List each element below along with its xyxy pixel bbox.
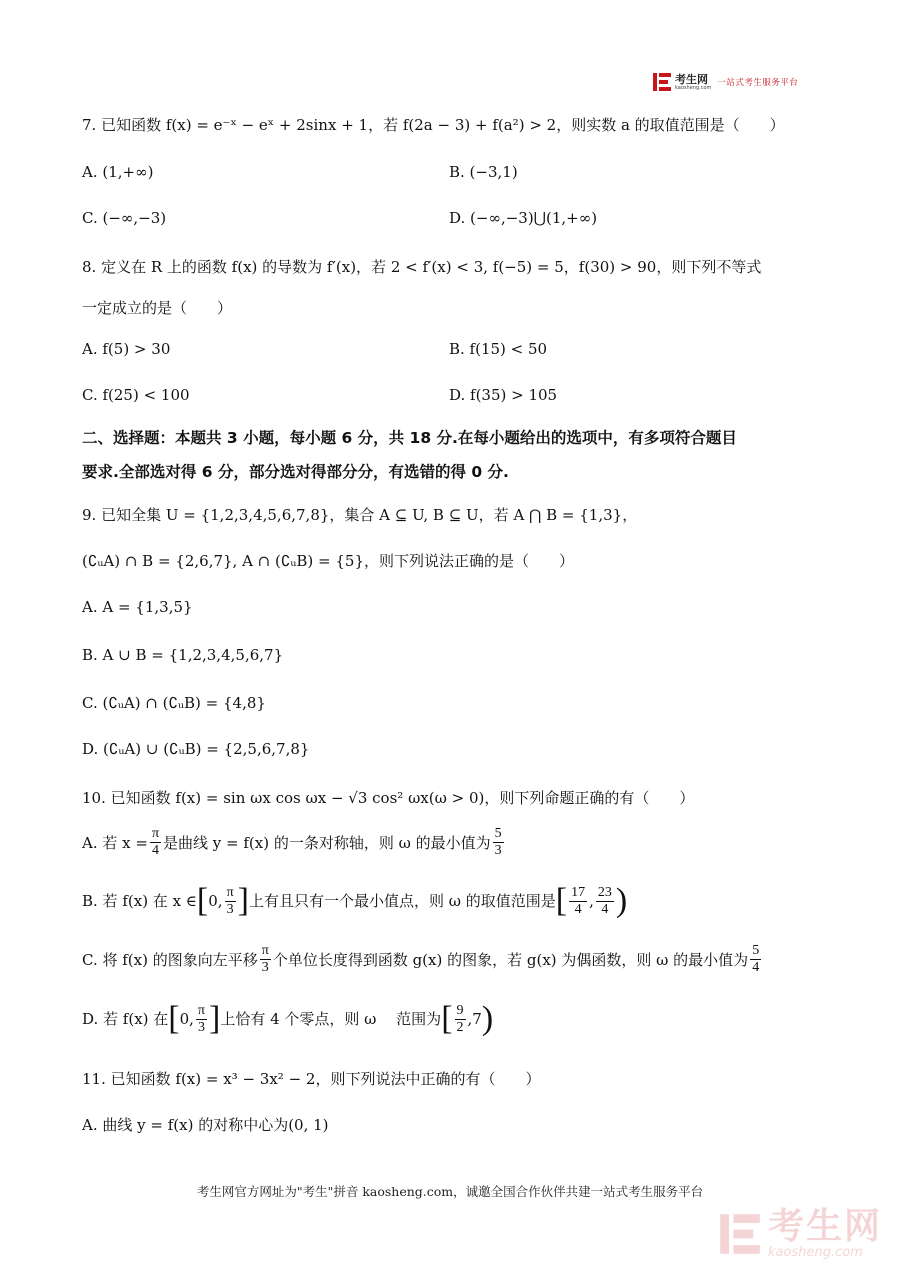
q10-c-middle: 个单位长度得到函数 g(x) 的图象，若 g(x) 为偶函数，则 ω 的最小值为	[272, 950, 749, 969]
q9-stem-line2: (∁ᵤA) ∩ B = {2,6,7}, A ∩ (∁ᵤB) = {5}，则下列说法正确的是（ ）	[82, 552, 575, 570]
q10-d-f2-num: 9	[456, 1002, 464, 1018]
q10-d-tail: ,7	[467, 1010, 482, 1028]
q7-option-a: A. (1,+∞)	[82, 163, 154, 181]
q10-b-f2-num: 17	[571, 884, 586, 900]
q10-c-f1-num: π	[261, 943, 269, 958]
q10-stem: 10. 已知函数 f(x) = sin ωx cos ωx − √3 cos² ωx(ω > 0)，则下列命题正确的有（ ）	[82, 789, 695, 807]
q8-stem-line2: 一定成立的是（ ）	[82, 299, 233, 317]
q8-option-a: A. f(5) > 30	[82, 340, 171, 358]
q9-option-c: C. (∁ᵤA) ∩ (∁ᵤB) = {4,8}	[82, 694, 266, 712]
q7-option-c: C. (−∞,−3)	[82, 209, 167, 227]
q10-a-fraction-1	[150, 826, 161, 859]
logo-icon	[652, 72, 672, 92]
q9-stem-line1: 9. 已知全集 U = {1,2,3,4,5,6,7,8}，集合 A ⊆ U, B ⊆ U，若 A ⋂ B = {1,3}，	[82, 506, 638, 524]
q7-stem: 7. 已知函数 f(x) = e⁻ˣ − eˣ + 2sinx + 1，若 f(2a − 3) + f(a²) > 2，则实数 a 的取值范围是（ ）	[82, 116, 785, 134]
q10-b-left-bracket-2: [	[555, 882, 568, 919]
q10-d-f1-num: π	[197, 1002, 205, 1018]
header-logo	[652, 72, 798, 92]
q10-a-middle: 是曲线 y = f(x) 的一条对称轴，则 ω 的最小值为	[163, 833, 491, 852]
q10-b-f1-num: π	[226, 884, 234, 900]
q10-b-f3-num: 23	[597, 884, 612, 900]
q10-d-right-paren: )	[481, 1000, 494, 1037]
q8-option-c: C. f(25) < 100	[82, 386, 190, 404]
q10-option-a	[82, 826, 506, 859]
header-slogan: 一站式考生服务平台	[717, 78, 799, 88]
q10-d-f1-den: 3	[197, 1019, 205, 1035]
q10-option-b	[82, 884, 627, 918]
q9-option-d: D. (∁ᵤA) ∪ (∁ᵤB) = {2,5,6,7,8}	[82, 740, 310, 758]
q10-b-right-bracket: ]	[237, 882, 249, 919]
q7-option-b: B. (−3,1)	[449, 163, 518, 181]
watermark-logo-icon	[718, 1212, 762, 1256]
logo-domain: kaosheng.com	[675, 84, 712, 91]
q10-c-f2-num: 5	[752, 943, 760, 958]
q11-option-a: A. 曲线 y = f(x) 的对称中心为(0, 1)	[82, 1116, 329, 1134]
q10-b-comma: ,	[589, 892, 594, 910]
q11-stem: 11. 已知函数 f(x) = x³ − 3x² − 2，则下列说法中正确的有（ ）	[82, 1070, 541, 1088]
q10-d-zero: 0,	[179, 1010, 194, 1028]
q10-b-middle: 上有且只有一个最小值点，则 ω 的取值范围是	[248, 892, 556, 910]
q8-option-b: B. f(15) < 50	[449, 340, 548, 358]
q10-b-prefix: B. 若 f(x) 在 x ∈	[82, 892, 197, 910]
watermark-domain: kaosheng.com	[768, 1245, 863, 1260]
q10-b-f3-den: 4	[601, 901, 609, 917]
q10-d-fraction-1	[196, 1003, 207, 1036]
q10-b-fraction-1	[225, 885, 236, 918]
q10-b-fraction-3	[596, 885, 614, 918]
logo-name: 考生网	[675, 72, 708, 86]
q10-b-zero: 0,	[208, 892, 223, 910]
q10-b-fraction-2	[569, 885, 587, 918]
q10-d-f2-den: 2	[456, 1019, 464, 1035]
q10-a-prefix: A. 若 x =	[82, 833, 148, 852]
page-footer: 考生网官方网址为"考生"拼音 kaosheng.com，诚邀全国合作伙伴共建一站式考生服务平台	[196, 1184, 704, 1199]
q10-b-f2-den: 4	[574, 901, 582, 917]
watermark-name: 考生网	[768, 1206, 883, 1247]
q10-a-f1-den: 4	[151, 843, 159, 858]
q9-option-a: A. A = {1,3,5}	[82, 598, 193, 616]
q10-c-prefix: C. 将 f(x) 的图象向左平移	[82, 950, 258, 969]
q10-c-fraction-2	[750, 943, 761, 976]
q9-option-b: B. A ∪ B = {1,2,3,4,5,6,7}	[82, 646, 284, 664]
q7-option-d: D. (−∞,−3)⋃(1,+∞)	[449, 209, 598, 227]
q10-d-left-bracket-2: [	[441, 1000, 453, 1037]
q10-d-left-bracket: [	[168, 1000, 180, 1037]
q10-b-right-paren: )	[615, 882, 628, 919]
watermark	[718, 1208, 882, 1260]
q10-d-prefix: D. 若 f(x) 在	[82, 1010, 169, 1028]
q10-a-fraction-2	[493, 826, 504, 859]
q8-option-d: D. f(35) > 105	[449, 386, 558, 404]
q10-option-d	[82, 1002, 493, 1036]
section2-instructions-line2: 要求.全部选对得 6 分，部分选对得部分分，有选错的得 0 分.	[82, 463, 509, 481]
q10-c-fraction-1	[260, 943, 271, 976]
q10-d-middle: 上恰有 4 个零点，则 ω 范围为	[220, 1010, 442, 1028]
q8-stem-line1: 8. 定义在 R 上的函数 f(x) 的导数为 f′(x)，若 2 < f′(x) < 3, f(−5) = 5，f(30) > 90，则下列不等式	[82, 258, 762, 276]
q10-b-f1-den: 3	[226, 901, 234, 917]
q10-a-f1-num: π	[151, 826, 160, 841]
q10-d-right-bracket: ]	[209, 1000, 221, 1037]
q10-a-f2-den: 3	[494, 843, 502, 858]
section2-instructions-line1: 二、选择题：本题共 3 小题，每小题 6 分，共 18 分.在每小题给出的选项中，有多项符合题目	[82, 429, 737, 447]
q10-a-f2-num: 5	[494, 826, 502, 841]
q10-c-f2-den: 4	[752, 960, 760, 975]
q10-d-fraction-2	[455, 1003, 466, 1036]
q10-b-left-bracket: [	[196, 882, 209, 919]
q10-c-f1-den: 3	[261, 960, 269, 975]
q10-option-c	[82, 943, 763, 976]
